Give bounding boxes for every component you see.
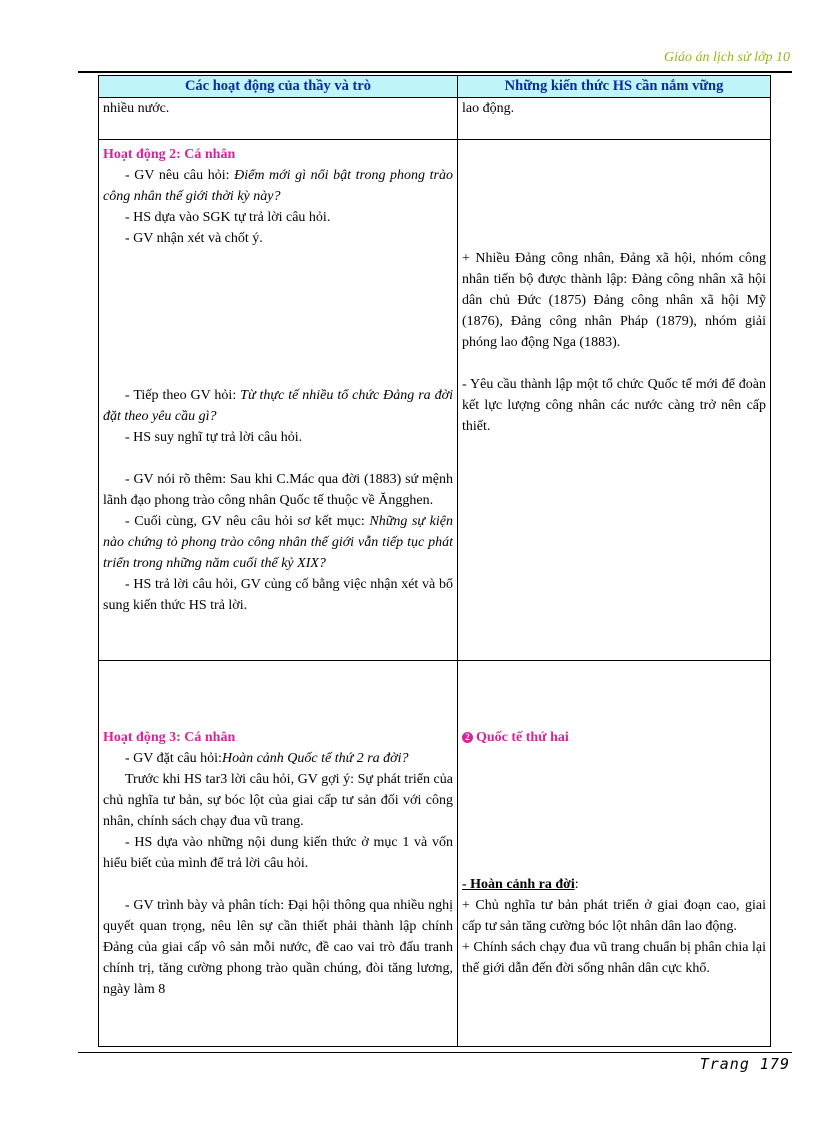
q1-prefix: - GV nêu câu hỏi: — [125, 168, 235, 183]
subsection-colon: : — [574, 877, 579, 892]
row2-question-3 — [103, 511, 453, 574]
row1-left-text: nhiều nước. — [103, 101, 170, 116]
row2-line-5: - HS suy nghĩ tự trả lời câu hỏi. — [125, 430, 303, 445]
row2-question-1 — [103, 165, 453, 207]
row1-right-text: lao động. — [462, 101, 515, 116]
header-title: Giáo án lịch sử lớp 10 — [664, 50, 790, 65]
r3q1-prefix: - GV đặt câu hỏi: — [125, 751, 222, 766]
q2-text: Từ thực tế nhiều tổ chức Đảng ra đời đặt theo yêu cầu gì? — [103, 388, 453, 424]
row2-line-3: - GV nhận xét và chốt ý. — [125, 231, 263, 246]
activity-3-title: Hoạt động 3: Cá nhân — [103, 730, 236, 745]
row3-left — [99, 661, 458, 1047]
q2-prefix: - Tiếp theo GV hỏi: — [125, 388, 241, 403]
subsection-title-text: - Hoàn cảnh ra đời — [462, 877, 575, 892]
row3-right-1: + Chủ nghĩa tư bản phát triển ở giai đoạn cao, giai cấp tư sản tăng cường bóc lột nhân dân lao động. — [462, 898, 766, 934]
table-row — [99, 98, 771, 140]
table-row — [99, 661, 771, 1047]
section-2-title — [462, 727, 766, 748]
q3-text: Những sự kiện nào chứng tỏ phong trào công nhân thế giới vẫn tiếp tục phát triển trong những năm cuối thế kỷ XIX? — [103, 514, 453, 571]
r3q1-text: Hoàn cảnh Quốc tế thứ 2 ra đời? — [221, 751, 409, 766]
section-title-text: Quốc tế thứ hai — [476, 730, 569, 745]
row3-right — [458, 661, 771, 1047]
q3-prefix: - Cuối cùng, GV nêu câu hỏi sơ kết mục: — [125, 514, 370, 529]
row1-right — [458, 98, 771, 140]
row3-question-1 — [103, 748, 453, 769]
q1-text: Điểm mới gì nổi bật trong phong trào công nhân thế giới thời kỳ này? — [103, 168, 453, 204]
lesson-table — [98, 75, 771, 1047]
row2-question-2 — [103, 385, 453, 427]
section-number-icon: 2 — [462, 732, 473, 743]
subsection-title — [462, 874, 766, 895]
activity-2-title: Hoạt động 2: Cá nhân — [103, 147, 236, 162]
header-rule — [78, 71, 792, 73]
col2-header: Những kiến thức HS cần nắm vững — [458, 76, 771, 98]
row2-line-8: - HS trả lời câu hỏi, GV củng cố bằng việc nhận xét và bổ sung kiến thức HS trả lời. — [103, 577, 453, 613]
row3-line-2: Trước khi HS tar3 lời câu hỏi, GV gợi ý: Sự phát triển của chủ nghĩa tư bản, sự bóc lột của giai cấp tư sản đối với công nhân, chính sách chạy đua vũ trang. — [103, 772, 453, 829]
table-header-row — [99, 76, 771, 98]
row3-right-2: + Chính sách chạy đua vũ trang chuẩn bị phân chia lại thế giới dẫn đến đời sống nhân dân cực khổ. — [462, 940, 766, 976]
row1-left — [99, 98, 458, 140]
row2-line-2: - HS dựa vào SGK tự trả lời câu hỏi. — [125, 210, 331, 225]
row3-line-3: - HS dựa vào những nội dung kiến thức ở mục 1 và vốn hiểu biết của mình để trả lời câu hỏi. — [103, 835, 453, 871]
row2-right-2: - Yêu cầu thành lập một tổ chức Quốc tế mới để đoàn kết lực lượng công nhân các nước càng trở nên cấp thiết. — [462, 377, 766, 434]
row2-right — [458, 140, 771, 661]
col1-header: Các hoạt động của thầy và trò — [99, 76, 458, 98]
footer-rule — [78, 1052, 792, 1053]
row3-line-4: - GV trình bày và phân tích: Đại hội thông qua nhiều nghị quyết quan trọng, nêu lên sự cần thiết phải thành lập chính Đảng của giai cấp vô sản mỗi nước, đề cao vai trò đấu tranh chính trị, tăng cường phong trào quần chúng, đòi tăng lương, ngày làm 8 — [103, 898, 453, 997]
row2-left — [99, 140, 458, 661]
table-row — [99, 140, 771, 661]
row2-right-1: + Nhiều Đảng công nhân, Đảng xã hội, nhóm công nhân tiến bộ được thành lập: Đảng công nhân xã hội dân chủ Đức (1875) Đảng công nhân xã hội Mỹ (1876), Đảng công nhân Pháp (1879), nhóm giải phóng lao động Nga (1883). — [462, 251, 766, 350]
page-number: Trang 179 — [699, 1055, 790, 1073]
row2-line-6: - GV nói rõ thêm: Sau khi C.Mác qua đời (1883) sứ mệnh lãnh đạo phong trào công nhân Quốc tế thuộc về Ăngghen. — [103, 472, 453, 508]
